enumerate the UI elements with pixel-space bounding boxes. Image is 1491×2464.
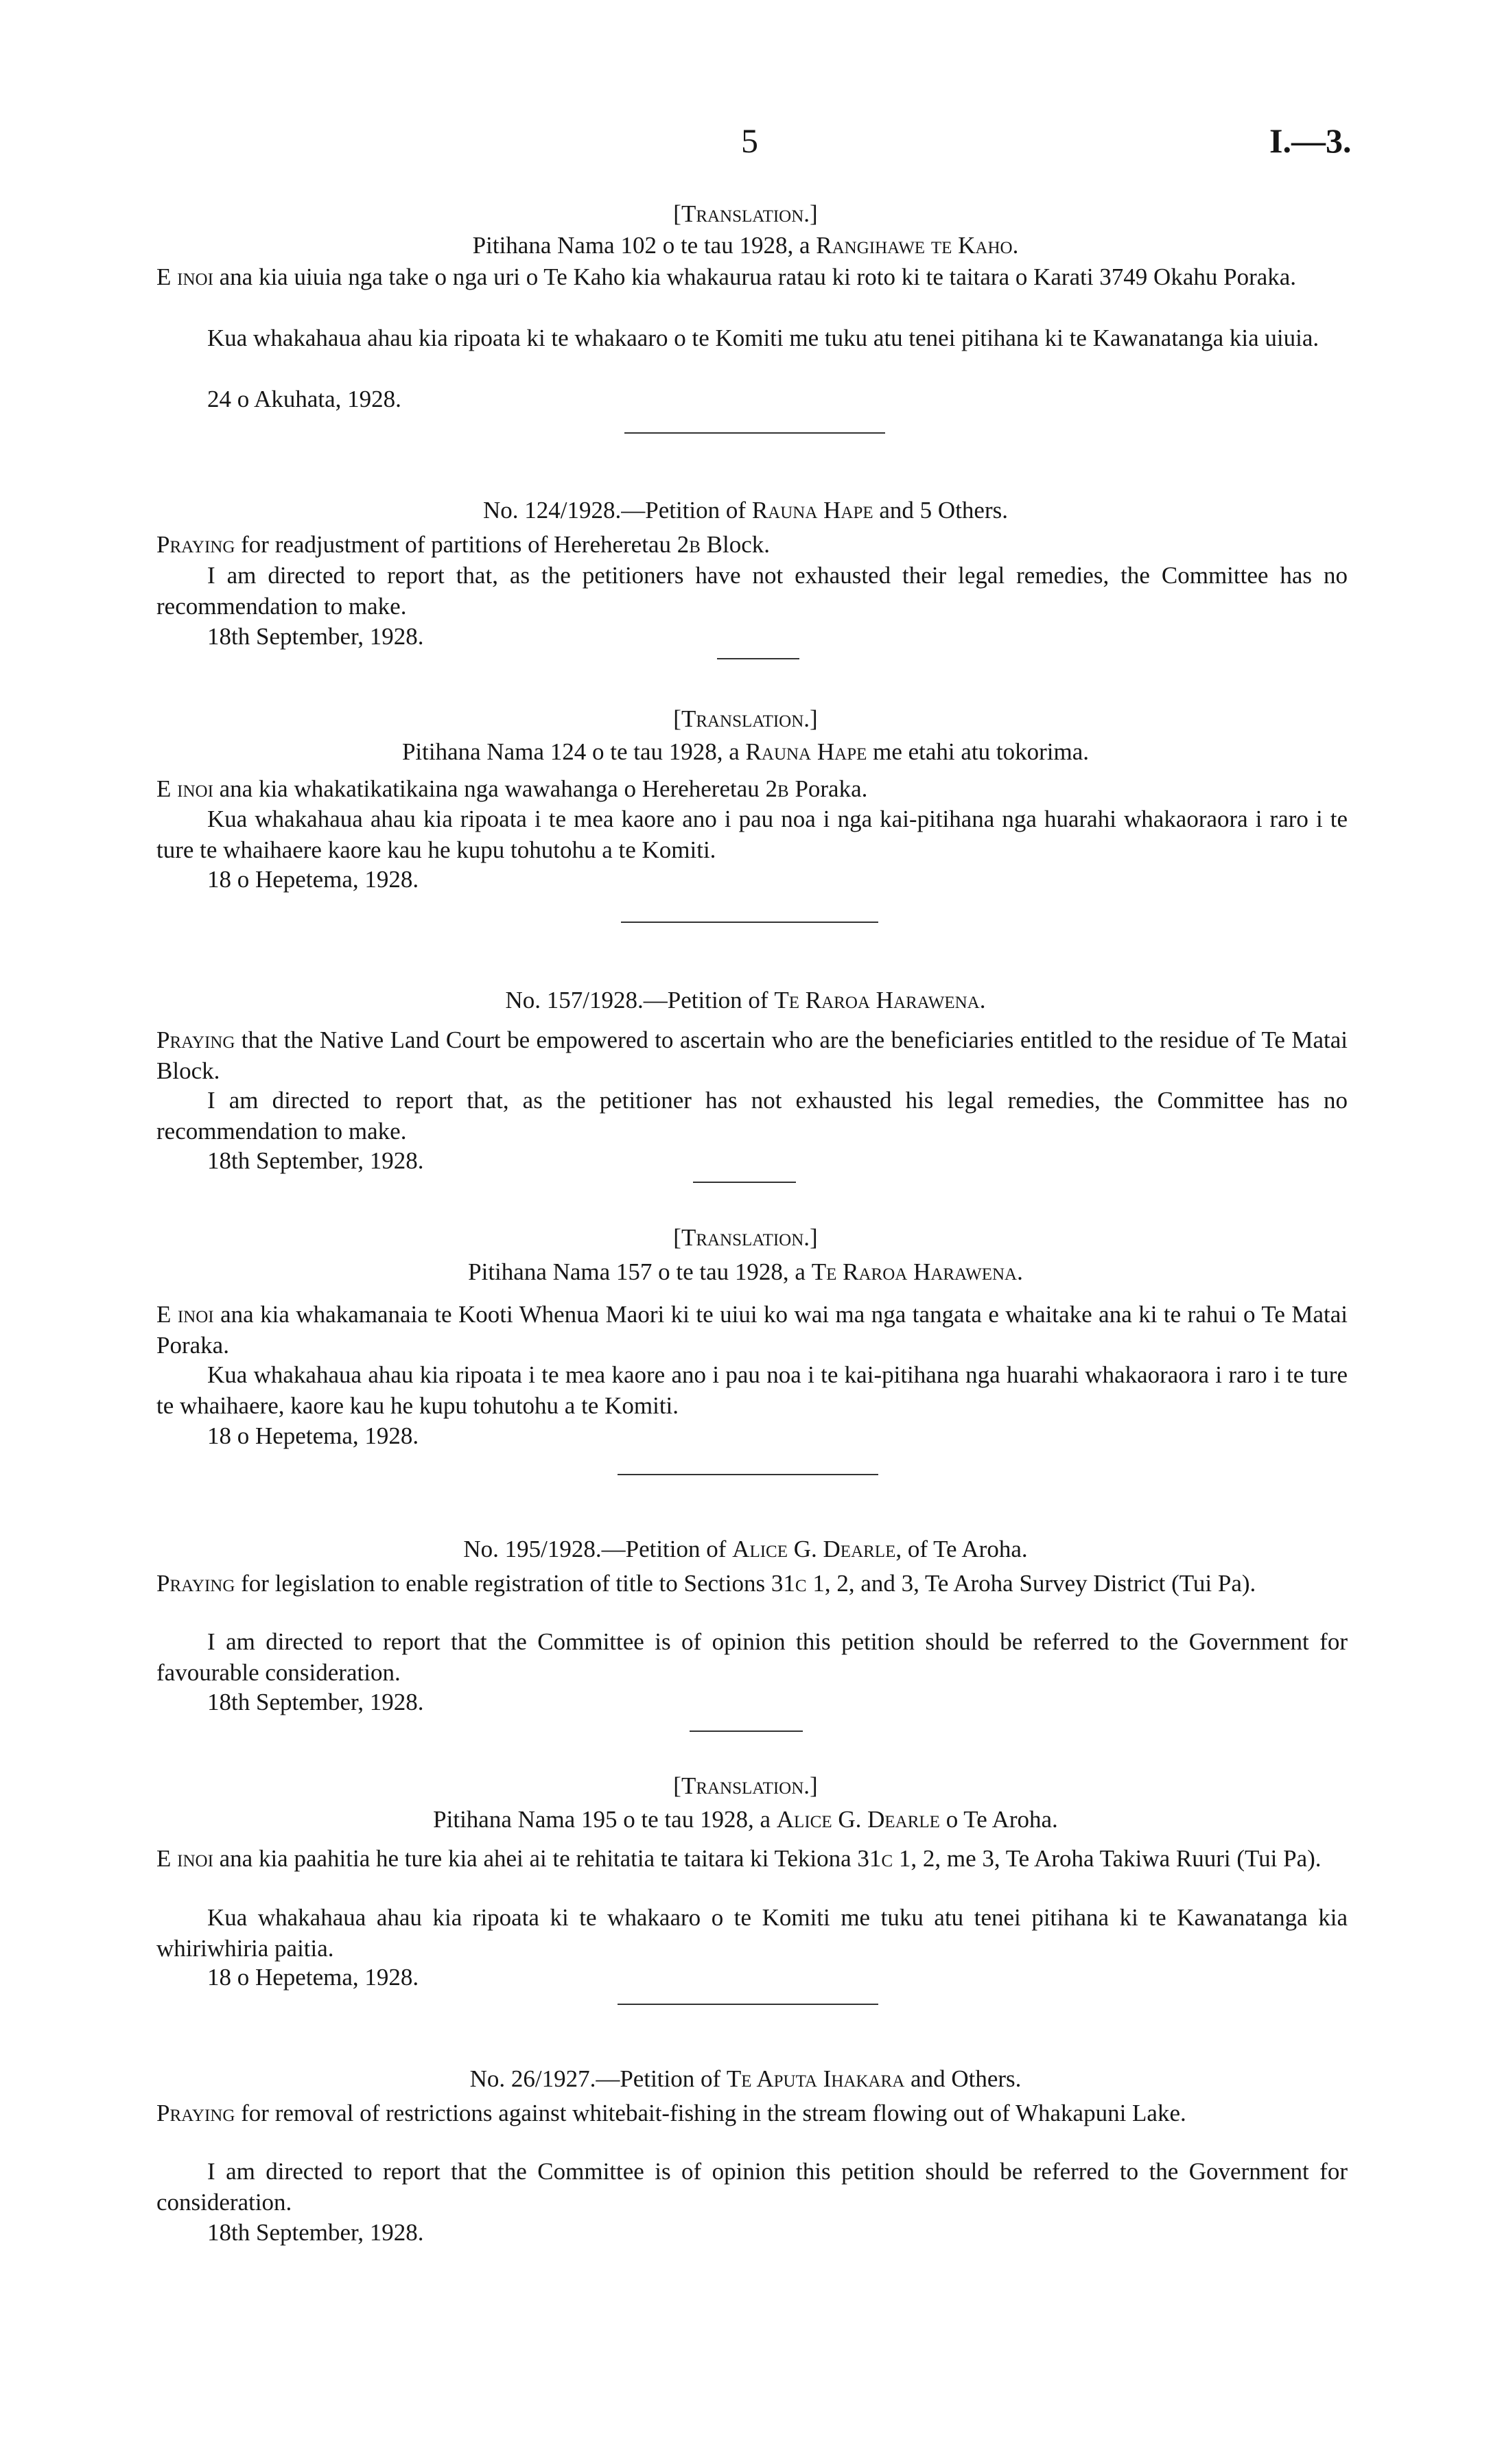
section-date: 18th September, 1928. [207,1689,424,1715]
paper-reference: I.—3. [1269,121,1352,160]
section-paragraph: I am directed to report that the Committee is of opinion this petition should be referred to the Government for consideration. [156,2158,1348,2216]
section-title: No. 26/1927.—Petition of Te Aputa Ihakara and Others. [469,2065,1022,2092]
section-paragraph: Kua whakahaua ahau kia ripoata ki te whakaaro o te Komiti me tuku atu tenei pitihana ki te Kawanatanga kia whiriwhiria paitia. [156,1904,1348,1962]
section-date: 18 o Hepetema, 1928. [207,1422,419,1449]
section-title: No. 195/1928.—Petition of Alice G. Dearle, of Te Aroha. [463,1536,1028,1562]
section-paragraph: E inoi ana kia uiuia nga take o nga uri o Te Kaho kia whakaurua ratau ki roto ki te taitara o Karati 3749 Okahu Poraka. [156,263,1297,290]
section-divider [618,2004,878,2005]
section-date: 18th September, 1928. [207,623,424,650]
section-date: 18th September, 1928. [207,2219,424,2246]
section-title: Pitihana Nama 195 o te tau 1928, a Alice G. Dearle o Te Aroha. [433,1806,1058,1833]
section-paragraph: Praying that the Native Land Court be empowered to ascertain who are the beneficiaries entitled to the residue of Te Matai Block. [156,1026,1348,1084]
section-paragraph: E inoi ana kia paahitia he ture kia ahei ai te rehitatia te taitara ki Tekiona 31c 1, 2, me 3, Te Aroha Takiwa Ruuri (Tui Pa). [156,1845,1322,1872]
section-paragraph: I am directed to report that, as the petitioner has not exhausted his legal remedies, the Committee has no recommendation to make. [156,1087,1348,1145]
section-paragraph: E inoi ana kia whakamanaia te Kooti Whenua Maori ki te uiui ko wai ma nga tangata e whaitake ana ki te rahui o Te Matai Poraka. [156,1301,1348,1359]
section-divider [690,1730,803,1732]
section-divider [693,1182,796,1183]
section-paragraph: Praying for readjustment of partitions of Hereheretau 2b Block. [156,531,771,558]
section-paragraph: I am directed to report that the Committee is of opinion this petition should be referred to the Government for favourable consideration. [156,1628,1348,1686]
section-paragraph: Praying for removal of restrictions against whitebait-fishing in the stream flowing out of Whakapuni Lake. [156,2100,1186,2126]
section-title: Pitihana Nama 102 o te tau 1928, a Rangihawe te Kaho. [472,232,1019,259]
section-title: Pitihana Nama 124 o te tau 1928, a Rauna Hape me etahi atu tokorima. [401,738,1090,765]
section-paragraph: Kua whakahaua ahau kia ripoata i te mea kaore ano i pau noa i nga kai-pitihana nga huarahi whakaoraora i raro i te ture te whaihaere kaore kau he kupu tohutohu a te Komiti. [156,806,1348,863]
section-divider [624,432,885,434]
translation-label: [Translation.] [673,1772,818,1799]
section-date: 18th September, 1928. [207,1147,424,1174]
section-paragraph: Kua whakahaua ahau kia ripoata ki te whakaaro o te Komiti me tuku atu tenei pitihana ki te Kawanatanga kia uiuia. [207,325,1319,351]
section-paragraph: I am directed to report that, as the petitioners have not exhausted their legal remedies, the Committee has no recommendation to make. [156,562,1348,620]
section-paragraph: Kua whakahaua ahau kia ripoata i te mea kaore ano i pau noa i te kai-pitihana nga huarahi whakaoraora i raro i te ture te whaihaere, kaore kau he kupu tohutohu a te Komiti. [156,1361,1348,1419]
translation-label: [Translation.] [673,1224,818,1251]
section-paragraph: E inoi ana kia whakatikatikaina nga wawahanga o Hereheretau 2b Poraka. [156,775,868,802]
section-date: 18 o Hepetema, 1928. [207,1964,419,1991]
section-title: Pitihana Nama 157 o te tau 1928, a Te Raroa Harawena. [468,1258,1023,1285]
translation-label: [Translation.] [673,200,818,227]
section-title: No. 124/1928.—Petition of Rauna Hape and 5 Others. [483,497,1008,524]
section-date: 24 o Akuhata, 1928. [207,386,401,412]
page-number: 5 [741,121,758,160]
section-date: 18 o Hepetema, 1928. [207,866,419,893]
section-paragraph: Praying for legislation to enable registration of title to Sections 31c 1, 2, and 3, Te Aroha Survey District (Tui Pa). [156,1570,1256,1597]
section-title: No. 157/1928.—Petition of Te Raroa Harawena. [505,987,986,1013]
section-divider [717,658,799,659]
section-divider [618,1474,878,1475]
translation-label: [Translation.] [673,705,818,732]
section-divider [621,922,878,923]
